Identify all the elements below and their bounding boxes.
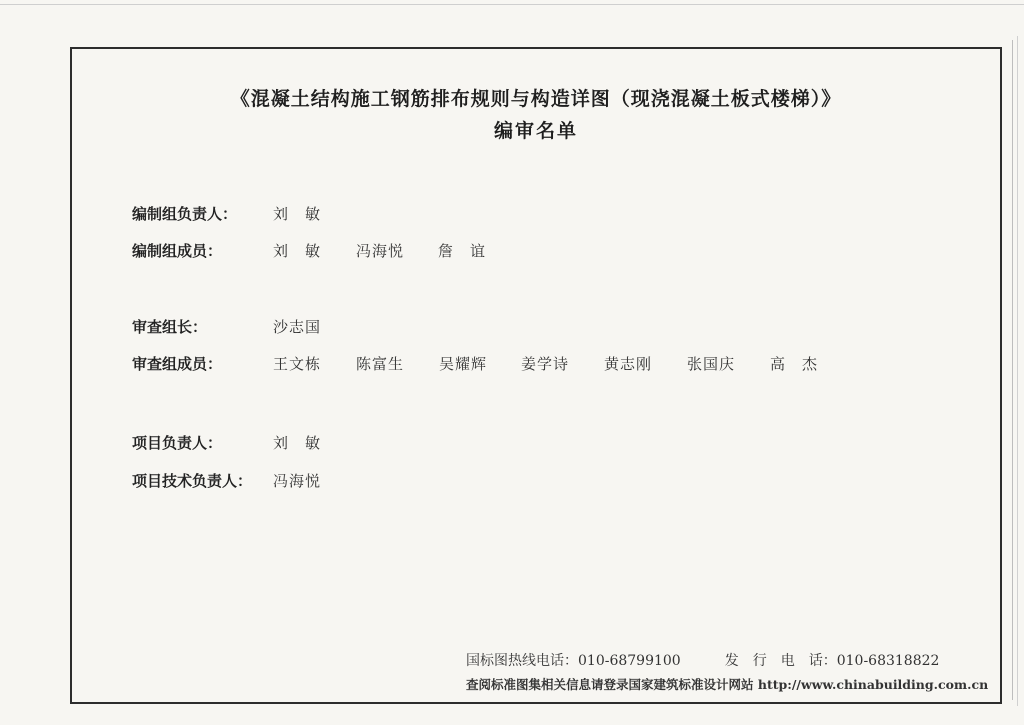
document-subtitle: 编审名单: [493, 120, 578, 142]
editing-members-label: 编制组成员：: [132, 242, 223, 260]
review-member-name: 吴耀辉: [439, 355, 488, 373]
editing-member-name: 冯海悦: [356, 242, 405, 260]
page-frame: [70, 47, 1002, 704]
review-members-label: 审查组成员：: [132, 355, 223, 373]
hotline-label: 国标图热线电话：: [466, 653, 578, 669]
editing-leader-name: 刘 敏: [273, 205, 322, 223]
review-member-name: 陈富生: [356, 355, 405, 373]
hotline-number: 010-68799100: [578, 653, 681, 669]
review-leader-label: 审查组长：: [132, 318, 208, 336]
project-leader-name: 刘 敏: [273, 434, 322, 452]
footer-phone-line: [466, 650, 939, 670]
project-tech-leader-name: 冯海悦: [273, 472, 322, 490]
footer-website-line: 查阅标准图集相关信息请登录国家建筑标准设计网站 http://www.chinabuilding.com.cn: [466, 677, 989, 692]
project-tech-leader-label: 项目技术负责人：: [132, 472, 253, 490]
review-member-name: 王文栋: [273, 355, 322, 373]
editing-leader-label: 编制组负责人：: [132, 205, 238, 223]
review-leader-name: 沙志国: [273, 318, 322, 336]
review-member-name: 高 杰: [770, 355, 819, 373]
issue-label: 发 行 电 话：: [724, 653, 837, 669]
issue-number: 010-68318822: [836, 653, 940, 669]
editing-member-name: 詹 谊: [438, 242, 487, 260]
binding-edge: [1012, 40, 1013, 700]
review-member-name: 张国庆: [687, 355, 736, 373]
project-leader-label: 项目负责人：: [132, 434, 223, 452]
review-member-name: 姜学诗: [521, 355, 570, 373]
document-title: 《混凝土结构施工钢筋排布规则与构造详图（现浇混凝土板式楼梯）》: [230, 88, 842, 110]
page-top-edge: [0, 4, 1024, 5]
editing-member-name: 刘 敏: [273, 242, 322, 260]
binding-edge-outer: [1017, 36, 1018, 706]
review-member-name: 黄志刚: [604, 355, 653, 373]
